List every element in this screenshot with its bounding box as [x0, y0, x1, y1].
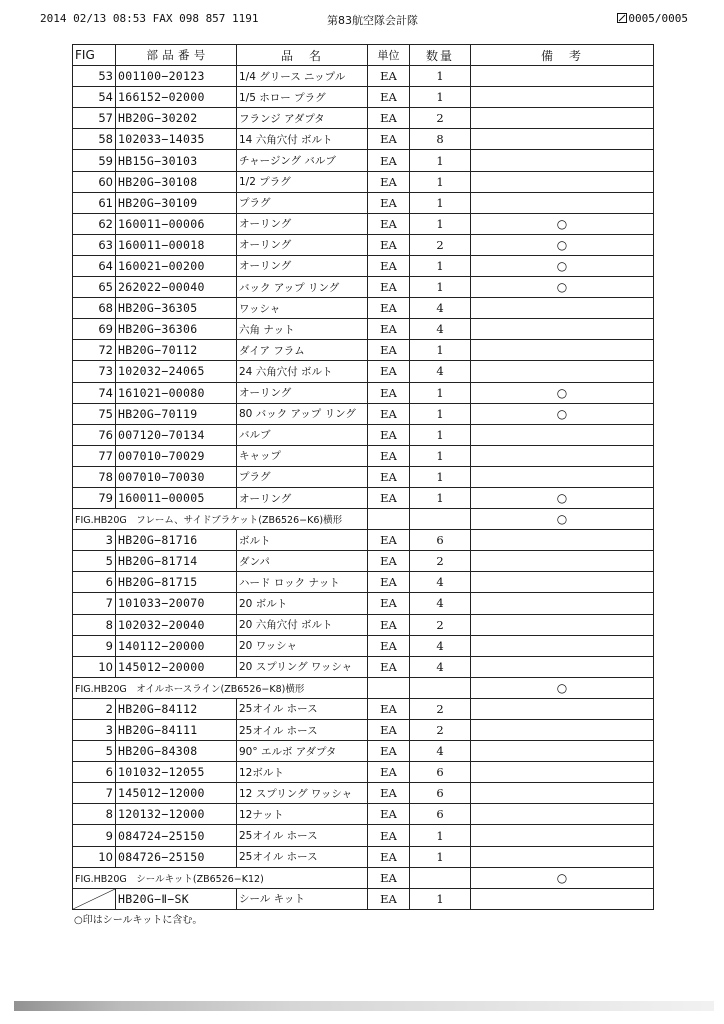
quantity: 1	[410, 487, 471, 508]
quantity: 1	[410, 424, 471, 445]
part-number: 160011−00006	[116, 213, 237, 234]
remark	[471, 340, 654, 361]
part-name: プラグ	[237, 466, 368, 487]
table-row	[73, 150, 654, 171]
table-row	[73, 66, 654, 87]
part-name: 90° エルボ アダプタ	[237, 741, 368, 762]
part-number: 120132−12000	[116, 804, 237, 825]
part-number: HB20G−81716	[116, 530, 237, 551]
quantity: 8	[410, 129, 471, 150]
part-name: 20 ワッシャ	[237, 635, 368, 656]
remark	[471, 530, 654, 551]
remark: ○	[471, 382, 654, 403]
quantity: 1	[410, 825, 471, 846]
fig-number: 5	[73, 741, 116, 762]
section-remark: ○	[471, 867, 654, 888]
part-name: ダンパ	[237, 551, 368, 572]
table-row	[73, 361, 654, 382]
quantity: 4	[410, 656, 471, 677]
parts-table	[72, 44, 654, 910]
part-number: 007120−70134	[116, 424, 237, 445]
remark	[471, 129, 654, 150]
remark	[471, 551, 654, 572]
part-number: HB20G−70119	[116, 403, 237, 424]
fig-number: 3	[73, 530, 116, 551]
fax-page-number	[617, 12, 688, 25]
remark	[471, 298, 654, 319]
part-number: 145012−20000	[116, 656, 237, 677]
unit: EA	[368, 66, 410, 87]
remark: ○	[471, 487, 654, 508]
remark	[471, 361, 654, 382]
part-number: HB20G−30202	[116, 108, 237, 129]
unit: EA	[368, 424, 410, 445]
header-part-number: 部 品 番 号	[116, 45, 237, 66]
unit: EA	[368, 656, 410, 677]
quantity: 4	[410, 741, 471, 762]
part-number: HB15G−30103	[116, 150, 237, 171]
part-number: HB20G−36306	[116, 319, 237, 340]
table-row	[73, 403, 654, 424]
unit: EA	[368, 487, 410, 508]
table-row	[73, 171, 654, 192]
unit: EA	[368, 213, 410, 234]
remark	[471, 635, 654, 656]
fig-number: 8	[73, 804, 116, 825]
remark	[471, 572, 654, 593]
section-remark: ○	[471, 677, 654, 698]
section-title: FIG.HB20G フレーム、サイドブラケット(ZB6526−K6)横形	[73, 509, 368, 530]
remark: ○	[471, 277, 654, 298]
header-remarks: 備 考	[471, 45, 654, 66]
unit: EA	[368, 762, 410, 783]
unit: EA	[368, 783, 410, 804]
fax-sender: 第83航空隊会計隊	[327, 14, 418, 27]
table-row	[73, 255, 654, 276]
section-header-row	[73, 867, 654, 888]
fig-number: 8	[73, 614, 116, 635]
section-title: FIG.HB20G オイルホースライン(ZB6526−K8)横形	[73, 677, 368, 698]
remark	[471, 319, 654, 340]
part-name: キャップ	[237, 445, 368, 466]
remark	[471, 783, 654, 804]
fig-number: 63	[73, 234, 116, 255]
table-row	[73, 804, 654, 825]
remark	[471, 171, 654, 192]
part-name: 六角 ナット	[237, 319, 368, 340]
part-name: オーリング	[237, 234, 368, 255]
remark	[471, 593, 654, 614]
unit: EA	[368, 720, 410, 741]
quantity: 1	[410, 340, 471, 361]
fig-number: 72	[73, 340, 116, 361]
fig-number: 58	[73, 129, 116, 150]
unit: EA	[368, 888, 410, 909]
unit: EA	[368, 741, 410, 762]
unit: EA	[368, 108, 410, 129]
part-number: HB20G−84112	[116, 698, 237, 719]
table-row	[73, 783, 654, 804]
header-fig: FIG	[73, 45, 116, 66]
fig-number: 10	[73, 656, 116, 677]
remark	[471, 614, 654, 635]
part-number: 160011−00005	[116, 487, 237, 508]
remark	[471, 87, 654, 108]
fig-number: 53	[73, 66, 116, 87]
fig-number: 79	[73, 487, 116, 508]
part-name: 20 ボルト	[237, 593, 368, 614]
part-name: 1/5 ホロー プラグ	[237, 87, 368, 108]
remark	[471, 445, 654, 466]
part-number: 007010−70030	[116, 466, 237, 487]
part-name: 1/2 プラグ	[237, 171, 368, 192]
unit: EA	[368, 361, 410, 382]
fax-scan-edge	[14, 1001, 714, 1011]
fig-number: 77	[73, 445, 116, 466]
part-name: オーリング	[237, 255, 368, 276]
part-number: 145012−12000	[116, 783, 237, 804]
unit: EA	[368, 593, 410, 614]
quantity: 1	[410, 888, 471, 909]
part-name: オーリング	[237, 213, 368, 234]
part-name: 25オイル ホース	[237, 698, 368, 719]
quantity: 1	[410, 87, 471, 108]
part-number: HB20G−84111	[116, 720, 237, 741]
fig-number: 68	[73, 298, 116, 319]
part-number: 101033−20070	[116, 593, 237, 614]
unit: EA	[368, 530, 410, 551]
part-number: 161021−00080	[116, 382, 237, 403]
section-quantity	[410, 509, 471, 530]
part-name: プラグ	[237, 192, 368, 213]
part-name: 12 スプリング ワッシャ	[237, 783, 368, 804]
part-name: 12ボルト	[237, 762, 368, 783]
table-row	[73, 593, 654, 614]
fig-number: 7	[73, 783, 116, 804]
unit: EA	[368, 255, 410, 276]
unit: EA	[368, 804, 410, 825]
part-name: 25オイル ホース	[237, 825, 368, 846]
unit: EA	[368, 698, 410, 719]
part-name: 80 バック アップ リング	[237, 403, 368, 424]
part-number: 084726−25150	[116, 846, 237, 867]
quantity: 1	[410, 255, 471, 276]
remark	[471, 424, 654, 445]
table-row	[73, 698, 654, 719]
fig-number: 7	[73, 593, 116, 614]
unit: EA	[368, 129, 410, 150]
part-number: HB20G−36305	[116, 298, 237, 319]
footnote: ○印はシールキットに含む。	[74, 914, 203, 926]
part-name: ワッシャ	[237, 298, 368, 319]
quantity: 6	[410, 804, 471, 825]
table-row	[73, 129, 654, 150]
part-name: 20 六角穴付 ボルト	[237, 614, 368, 635]
quantity: 4	[410, 572, 471, 593]
quantity: 1	[410, 466, 471, 487]
unit: EA	[368, 171, 410, 192]
part-name: ハード ロック ナット	[237, 572, 368, 593]
table-header-row	[73, 45, 654, 66]
table-row	[73, 382, 654, 403]
unit: EA	[368, 87, 410, 108]
diagonal-line	[73, 889, 115, 909]
unit: EA	[368, 150, 410, 171]
fig-number: 6	[73, 762, 116, 783]
fig-number: 6	[73, 572, 116, 593]
parts-list-sheet	[72, 44, 654, 926]
quantity: 1	[410, 213, 471, 234]
unit: EA	[368, 277, 410, 298]
remark: ○	[471, 213, 654, 234]
table-row	[73, 572, 654, 593]
part-number: HB20G−Ⅱ−SK	[116, 888, 237, 909]
unit: EA	[368, 298, 410, 319]
table-row	[73, 741, 654, 762]
blank-fig-cell	[73, 888, 116, 909]
remark	[471, 741, 654, 762]
quantity: 6	[410, 762, 471, 783]
quantity: 1	[410, 66, 471, 87]
fig-number: 69	[73, 319, 116, 340]
section-unit	[368, 509, 410, 530]
fig-number: 3	[73, 720, 116, 741]
unit: EA	[368, 445, 410, 466]
remark	[471, 804, 654, 825]
part-name: 24 六角穴付 ボルト	[237, 361, 368, 382]
quantity: 4	[410, 593, 471, 614]
header-part-name: 品 名	[237, 45, 368, 66]
table-row	[73, 192, 654, 213]
quantity: 4	[410, 298, 471, 319]
fig-number: 73	[73, 361, 116, 382]
fig-number: 76	[73, 424, 116, 445]
fig-number: 2	[73, 698, 116, 719]
part-number: HB20G−81714	[116, 551, 237, 572]
unit: EA	[368, 551, 410, 572]
section-title: FIG.HB20G シールキット(ZB6526−K12)	[73, 867, 368, 888]
part-name: 25オイル ホース	[237, 720, 368, 741]
fig-number: 78	[73, 466, 116, 487]
part-number: 160021−00200	[116, 255, 237, 276]
section-header-row	[73, 677, 654, 698]
table-row	[73, 213, 654, 234]
part-name: 25オイル ホース	[237, 846, 368, 867]
table-row	[73, 656, 654, 677]
remark	[471, 150, 654, 171]
part-number: HB20G−70112	[116, 340, 237, 361]
remark	[471, 846, 654, 867]
remark	[471, 698, 654, 719]
quantity: 1	[410, 846, 471, 867]
fig-number: 10	[73, 846, 116, 867]
fig-number: 74	[73, 382, 116, 403]
remark	[471, 656, 654, 677]
quantity: 2	[410, 614, 471, 635]
fax-page-icon	[617, 13, 627, 23]
table-row	[73, 487, 654, 508]
quantity: 4	[410, 319, 471, 340]
table-row	[73, 530, 654, 551]
unit: EA	[368, 192, 410, 213]
quantity: 1	[410, 171, 471, 192]
unit: EA	[368, 614, 410, 635]
part-name: 1/4 グリース ニップル	[237, 66, 368, 87]
fig-number: 54	[73, 87, 116, 108]
quantity: 4	[410, 635, 471, 656]
table-row	[73, 888, 654, 909]
part-number: 102032−20040	[116, 614, 237, 635]
remark	[471, 66, 654, 87]
unit: EA	[368, 825, 410, 846]
table-row	[73, 720, 654, 741]
quantity: 2	[410, 234, 471, 255]
table-row	[73, 762, 654, 783]
part-name: ダイア フラム	[237, 340, 368, 361]
part-number: 001100−20123	[116, 66, 237, 87]
quantity: 2	[410, 698, 471, 719]
fig-number: 60	[73, 171, 116, 192]
quantity: 1	[410, 382, 471, 403]
fax-page-text: 0005/0005	[628, 12, 688, 25]
part-name: ボルト	[237, 530, 368, 551]
fig-number: 9	[73, 825, 116, 846]
quantity: 6	[410, 530, 471, 551]
part-name: 20 スプリング ワッシャ	[237, 656, 368, 677]
table-row	[73, 614, 654, 635]
table-row	[73, 445, 654, 466]
part-number: 102033−14035	[116, 129, 237, 150]
part-name: 12ナット	[237, 804, 368, 825]
table-row	[73, 340, 654, 361]
quantity: 1	[410, 277, 471, 298]
part-number: 166152−02000	[116, 87, 237, 108]
part-name: オーリング	[237, 487, 368, 508]
unit: EA	[368, 466, 410, 487]
fig-number: 57	[73, 108, 116, 129]
part-name: フランジ アダプタ	[237, 108, 368, 129]
table-row	[73, 466, 654, 487]
table-body	[73, 66, 654, 910]
unit: EA	[368, 340, 410, 361]
part-number: 007010−70029	[116, 445, 237, 466]
remark	[471, 888, 654, 909]
part-number: 160011−00018	[116, 234, 237, 255]
part-name: バック アップ リング	[237, 277, 368, 298]
fig-number: 9	[73, 635, 116, 656]
header-unit: 単位	[368, 45, 410, 66]
quantity: 6	[410, 783, 471, 804]
part-number: 101032−12055	[116, 762, 237, 783]
fig-number: 5	[73, 551, 116, 572]
fig-number: 65	[73, 277, 116, 298]
unit: EA	[368, 846, 410, 867]
fig-number: 61	[73, 192, 116, 213]
fig-number: 62	[73, 213, 116, 234]
table-row	[73, 277, 654, 298]
remark: ○	[471, 403, 654, 424]
part-number: 140112−20000	[116, 635, 237, 656]
part-number: HB20G−84308	[116, 741, 237, 762]
table-row	[73, 825, 654, 846]
quantity: 1	[410, 150, 471, 171]
unit: EA	[368, 403, 410, 424]
section-remark: ○	[471, 509, 654, 530]
quantity: 2	[410, 551, 471, 572]
table-row	[73, 108, 654, 129]
table-row	[73, 424, 654, 445]
table-row	[73, 234, 654, 255]
unit: EA	[368, 635, 410, 656]
part-number: 102032−24065	[116, 361, 237, 382]
table-row	[73, 319, 654, 340]
fig-number: 75	[73, 403, 116, 424]
quantity: 1	[410, 445, 471, 466]
table-row	[73, 635, 654, 656]
header-quantity: 数量	[410, 45, 471, 66]
fig-number: 64	[73, 255, 116, 276]
part-name: オーリング	[237, 382, 368, 403]
quantity: 2	[410, 108, 471, 129]
unit: EA	[368, 382, 410, 403]
quantity: 1	[410, 403, 471, 424]
part-name: チャージング バルブ	[237, 150, 368, 171]
fax-header	[0, 0, 724, 30]
remark: ○	[471, 255, 654, 276]
section-unit	[368, 677, 410, 698]
section-header-row	[73, 509, 654, 530]
remark	[471, 192, 654, 213]
remark: ○	[471, 234, 654, 255]
part-name: シール キット	[237, 888, 368, 909]
part-number: HB20G−30108	[116, 171, 237, 192]
part-number: HB20G−81715	[116, 572, 237, 593]
fax-timestamp: 2014 02/13 08:53 FAX 098 857 1191	[40, 12, 259, 25]
section-quantity	[410, 867, 471, 888]
fig-number: 59	[73, 150, 116, 171]
remark	[471, 762, 654, 783]
unit: EA	[368, 319, 410, 340]
table-row	[73, 298, 654, 319]
remark	[471, 825, 654, 846]
table-row	[73, 551, 654, 572]
table-row	[73, 87, 654, 108]
section-quantity	[410, 677, 471, 698]
part-number: 262022−00040	[116, 277, 237, 298]
table-row	[73, 846, 654, 867]
part-name: バルブ	[237, 424, 368, 445]
part-number: 084724−25150	[116, 825, 237, 846]
part-number: HB20G−30109	[116, 192, 237, 213]
remark	[471, 466, 654, 487]
quantity: 2	[410, 720, 471, 741]
unit: EA	[368, 572, 410, 593]
remark	[471, 108, 654, 129]
quantity: 1	[410, 192, 471, 213]
unit: EA	[368, 234, 410, 255]
part-name: 14 六角穴付 ボルト	[237, 129, 368, 150]
quantity: 4	[410, 361, 471, 382]
section-unit: EA	[368, 867, 410, 888]
remark	[471, 720, 654, 741]
